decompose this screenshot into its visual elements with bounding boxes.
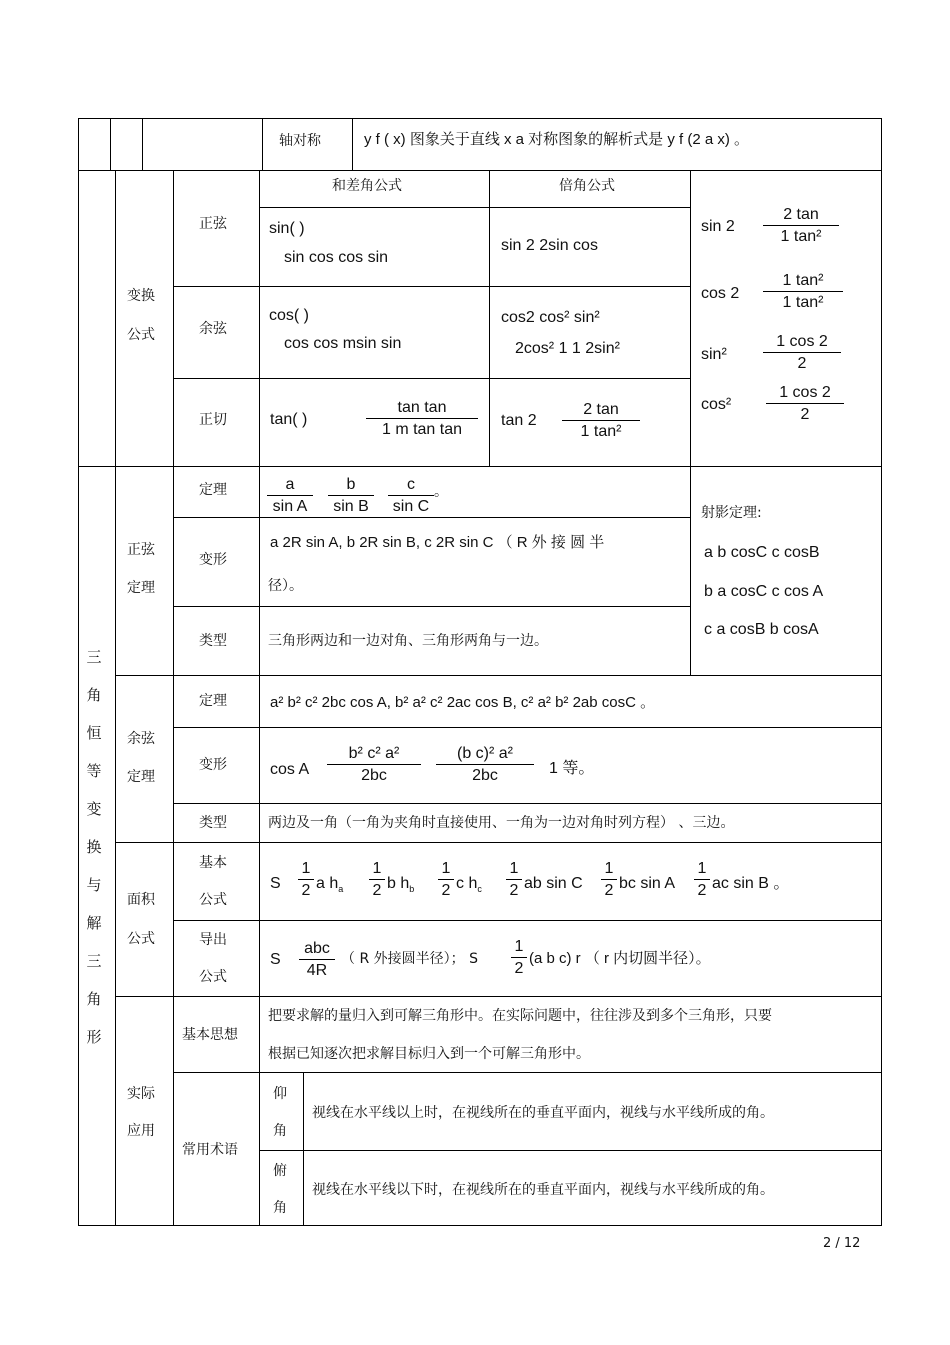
tangent-sum-fraction: $\frac{\text{tan tan}}{\text{1 m tan tan}}$ — [366, 399, 478, 438]
sinsq-fraction: $\frac{1 \cos 2}{2}$ — [763, 333, 841, 372]
depression-label-line2: 角 — [273, 1200, 287, 1216]
sine-law-theorem-label: 定理 — [199, 482, 227, 498]
sine-sum-line2: sin cos cos sin — [284, 249, 389, 266]
transform-section-line2: 公式 — [127, 327, 155, 343]
area-basic-label-line2: 公式 — [199, 892, 227, 908]
axis-symmetry-label: 轴对称 — [279, 133, 321, 149]
half-fraction: $\frac{1}{2}$ — [511, 938, 527, 977]
half-fraction: $\frac{1}{2}$ — [506, 860, 522, 899]
area-term-c: c $h_c$ — [456, 875, 482, 895]
sine-law-type-label: 类型 — [199, 633, 227, 649]
terms-label: 常用术语 — [182, 1142, 238, 1158]
tangent-sum-lhs: tan( ) — [270, 411, 308, 428]
sine-law-variant-line1: a 2R sin A, b 2R sin B, c 2R sin C （ R 外 接 圆 半 — [270, 534, 605, 551]
page-number: 2 / 12 — [823, 1236, 861, 1251]
cosine-law-variant-lhs: cos A — [270, 761, 310, 778]
cosine-law-variant-end: 1 等。 — [549, 760, 595, 777]
sin2-lhs: sin 2 — [701, 218, 735, 235]
elevation-label-line2: 角 — [273, 1123, 287, 1139]
cosine-double-line2: 2cos² 1 1 2sin² — [515, 340, 620, 357]
depression-label-line1: 俯 — [273, 1163, 287, 1179]
application-label-line1: 实际 — [127, 1086, 155, 1102]
cosine-law-label-line1: 余弦 — [127, 731, 155, 747]
header-double-angle: 倍角公式 — [559, 178, 615, 194]
sine-label: 正弦 — [199, 216, 227, 232]
sine-law-variant-label: 变形 — [199, 552, 227, 568]
cos2-fraction: $\frac{\text{1 tan²}}{\text{1 tan²}}$ — [763, 272, 843, 311]
basic-idea-line1: 把要求解的量归入到可解三角形中。在实际问题中，往往涉及到多个三角形，只要 — [268, 1008, 772, 1024]
area-derived-tail: (a b c) r （ r 内切圆半径）。 — [529, 950, 711, 967]
area-term-bcsina: bc sin A — [619, 875, 676, 892]
cossq-fraction: $\frac{1 \cos 2}{2}$ — [766, 384, 844, 423]
cosine-sum-line1: cos( ) — [269, 307, 309, 324]
elevation-text: 视线在水平线以上时，在视线所在的垂直平面内，视线与水平线所成的角。 — [312, 1105, 774, 1121]
projection-formula-1: a b cosC c cosB — [704, 544, 820, 561]
sine-law-label-line1: 正弦 — [127, 542, 155, 558]
area-term-absinc: ab sin C — [524, 875, 583, 892]
header-sum-angle: 和差角公式 — [332, 178, 402, 194]
area-derived-s: S — [270, 951, 281, 968]
cos2-lhs: cos 2 — [701, 285, 740, 302]
depression-text: 视线在水平线以下时，在视线所在的垂直平面内，视线与水平线所成的角。 — [312, 1182, 774, 1198]
area-basic-s: S — [270, 875, 281, 892]
sin2-fraction: $\frac{2 \tan}{\text{1 tan²}}$ — [763, 206, 839, 245]
cosine-law-theorem-label: 定理 — [199, 693, 227, 709]
cosine-law-variant-label: 变形 — [199, 757, 227, 773]
basic-idea-label: 基本思想 — [182, 1027, 238, 1043]
half-fraction: $\frac{1}{2}$ — [694, 860, 710, 899]
half-fraction: $\frac{1}{2}$ — [298, 860, 314, 899]
area-derived-label-line1: 导出 — [199, 932, 227, 948]
basic-idea-line2: 根据已知逐次把求解目标归入到一个可解三角形中。 — [268, 1046, 590, 1062]
transform-section-line1: 变换 — [127, 288, 155, 304]
elevation-label-line1: 仰 — [273, 1086, 287, 1102]
projection-title: 射影定理: — [701, 505, 762, 521]
sine-law-fraction-b: $\frac{b}{\text{sin B}}$ — [328, 476, 374, 515]
sinsq-lhs: sin² — [701, 346, 727, 363]
cosine-law-theorem-text: a² b² c² 2bc cos A, b² a² c² 2ac cos B, c² a² b² 2ab cosC 。 — [270, 694, 656, 711]
half-fraction: $\frac{1}{2}$ — [369, 860, 385, 899]
application-label-line2: 应用 — [127, 1123, 155, 1139]
sine-law-variant-line2: 径）。 — [268, 578, 303, 594]
tangent-double-lhs: tan 2 — [501, 412, 537, 429]
sine-law-label-line2: 定理 — [127, 580, 155, 596]
axis-symmetry-text: y f ( x) 图象关于直线 x a 对称图象的解析式是 y f (2 a x) 。 — [364, 131, 750, 148]
area-derived-label-line2: 公式 — [199, 969, 227, 985]
area-derived-fraction: abc 4R — [299, 940, 335, 979]
area-basic-label-line1: 基本 — [199, 855, 227, 871]
projection-formula-3: c a cosB b cosA — [704, 621, 819, 638]
sine-law-theorem-end: 。 — [434, 484, 448, 500]
area-term-b: b $h_b$ — [387, 875, 415, 895]
cosine-law-type-label: 类型 — [199, 815, 227, 831]
area-derived-mid: （ R 外接圆半径）； S — [341, 951, 478, 967]
sine-law-fraction-a: $\frac{a}{\text{sin A}}$ — [267, 476, 313, 515]
cosine-double-line1: cos2 cos² sin² — [501, 309, 600, 326]
sine-law-type-text: 三角形两边和一边对角、三角形两角与一边。 — [268, 633, 548, 649]
sine-law-fraction-c: $\frac{c}{\text{sin C}}$ — [388, 476, 434, 515]
sine-double: sin 2 2sin cos — [501, 237, 598, 254]
cosine-law-label-line2: 定理 — [127, 769, 155, 785]
half-fraction: $\frac{1}{2}$ — [438, 860, 454, 899]
area-label-line1: 面积 — [127, 892, 155, 908]
projection-formula-2: b a cosC c cos A — [704, 583, 824, 600]
tangent-label: 正切 — [199, 412, 227, 428]
cosine-label: 余弦 — [199, 321, 227, 337]
cosine-law-variant-fraction-1: $\frac{\text{b² c² a²}}{2bc}$ — [327, 745, 421, 784]
cossq-lhs: cos² — [701, 396, 732, 413]
sine-sum-line1: sin( ) — [269, 220, 305, 237]
cosine-law-type-text: 两边及一角（一角为夹角时直接使用、一角为一边对角时列方程） 、三边。 — [268, 815, 735, 831]
cosine-sum-line2: cos cos msin sin — [284, 335, 402, 352]
area-term-acsinb: ac sin B 。 — [712, 875, 790, 892]
cosine-law-variant-fraction-2: $\frac{\text{(b c)² a²}}{2bc}$ — [436, 745, 534, 784]
area-term-a: a $h_a$ — [316, 875, 344, 895]
tangent-double-fraction: $\frac{2 \tan}{\text{1 tan²}}$ — [562, 401, 640, 440]
area-label-line2: 公式 — [127, 931, 155, 947]
half-fraction: $\frac{1}{2}$ — [601, 860, 617, 899]
